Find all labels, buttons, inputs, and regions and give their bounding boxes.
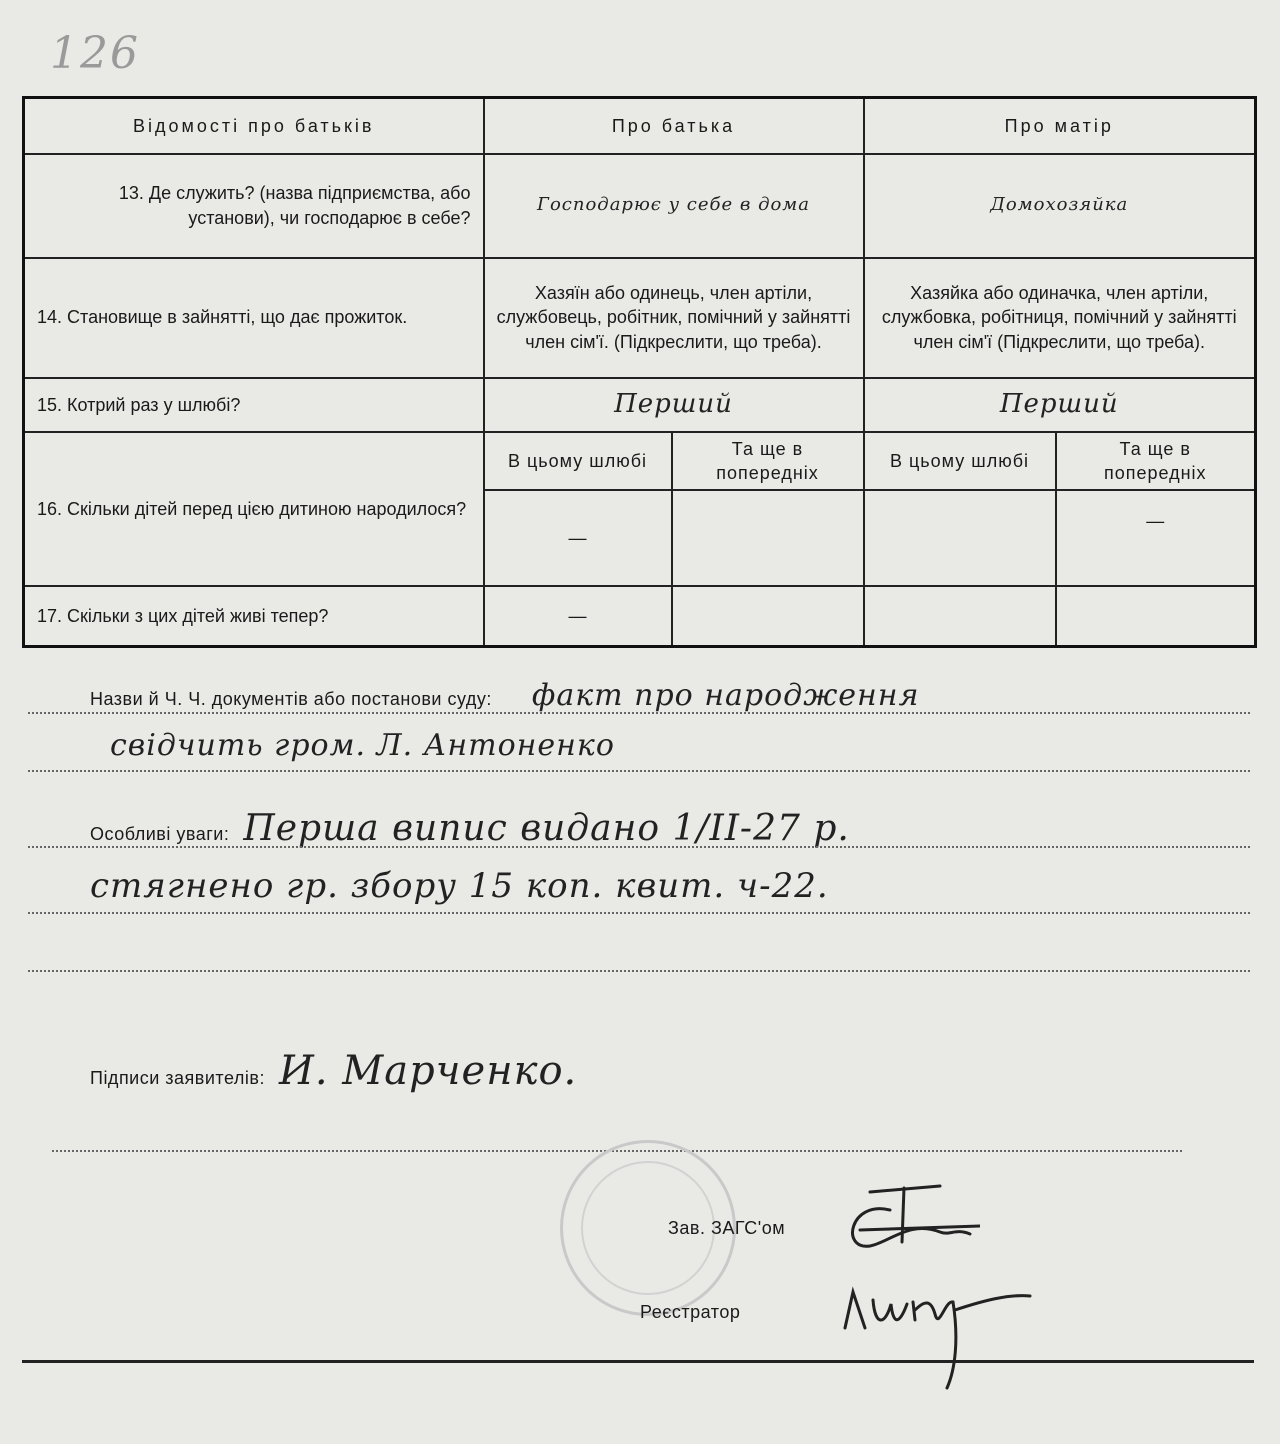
registrar-field <box>640 1302 740 1323</box>
answer-13-father: Господарює у себе в дома <box>484 154 864 258</box>
head-registry-signature <box>830 1180 980 1260</box>
dotted-line <box>28 846 1250 848</box>
registrar-signature <box>835 1280 1035 1400</box>
documents-field-line-2 <box>110 728 615 763</box>
subheader-mother-previous: Та ще в попередніх <box>1056 432 1256 491</box>
dotted-line <box>28 770 1250 772</box>
answer-13-mother: Домохозяйка <box>864 154 1256 258</box>
question-15: 15. Котрий раз у шлюбі? <box>24 378 484 432</box>
subheader-father-this-marriage: В цьому шлюбі <box>484 432 672 491</box>
answer-16-mother-this <box>864 490 1056 586</box>
table-header-row <box>24 98 1256 154</box>
answer-16-father-prev <box>672 490 864 586</box>
answer-14-mother: Хазяйка або одиначка, член артіли, службовка, робітниця, помічний у зайнятті член сім'ї (Підкреслити, що треба). <box>864 258 1256 378</box>
documents-line-1: факт про народження <box>531 678 920 713</box>
question-16: 16. Скільки дітей перед цією дитиною народилося? <box>24 432 484 587</box>
subheader-father-previous: Та ще в попередніх <box>672 432 864 491</box>
answer-16-father-this: — <box>484 490 672 586</box>
subheader-mother-this-marriage: В цьому шлюбі <box>864 432 1056 491</box>
header-about-mother: Про матір <box>864 98 1256 154</box>
dotted-line <box>28 712 1250 714</box>
answer-16-mother-prev: — <box>1056 490 1256 586</box>
header-about-father: Про батька <box>484 98 864 154</box>
header-parents-info: Відомості про батьків <box>24 98 484 154</box>
answer-15-father: Перший <box>484 378 864 432</box>
remarks-field-line-2 <box>90 866 829 906</box>
head-registry-field <box>668 1218 785 1239</box>
row-14 <box>24 258 1256 378</box>
dotted-line <box>28 912 1250 914</box>
row-16-subheader <box>24 432 1256 491</box>
question-17: 17. Скільки з цих дітей живі тепер? <box>24 586 484 646</box>
answer-17-father-prev <box>672 586 864 646</box>
applicants-field <box>90 1048 577 1094</box>
answer-17-mother-this <box>864 586 1056 646</box>
row-17 <box>24 586 1256 646</box>
remarks-line-1: Перша випис видано 1/II-27 р. <box>243 808 850 849</box>
answer-17-mother-prev <box>1056 586 1256 646</box>
remarks-label: Особливі уваги: <box>90 824 230 844</box>
documents-line-2: свідчить гром. Л. Антоненко <box>110 728 615 763</box>
bottom-rule <box>22 1360 1254 1363</box>
question-13: 13. Де служить? (назва підприємства, або установи), чи господарює в себе? <box>24 154 484 258</box>
question-14: 14. Становище в зайнятті, що дає прожиток. <box>24 258 484 378</box>
remarks-field <box>90 808 850 849</box>
page-number: 126 <box>50 28 140 79</box>
answer-15-mother: Перший <box>864 378 1256 432</box>
head-registry-label: Зав. ЗАГС'ом <box>668 1218 786 1238</box>
applicants-label: Підписи заявителів: <box>90 1068 265 1088</box>
row-15 <box>24 378 1256 432</box>
registrar-label: Реєстратор <box>640 1302 741 1322</box>
dotted-line <box>28 970 1250 972</box>
documents-label: Назви й Ч. Ч. документів або постанови суду: <box>90 689 492 709</box>
answer-17-father-this: — <box>484 586 672 646</box>
parents-info-table <box>22 96 1257 648</box>
row-13 <box>24 154 1256 258</box>
applicant-signature: И. Марченко. <box>278 1048 578 1094</box>
answer-14-father: Хазяїн або одинець, член артіли, службовець, робітник, помічний у зайнятті член сім'ї. (Підкреслити, що треба). <box>484 258 864 378</box>
remarks-line-2: стягнено гр. збору 15 коп. квит. ч-22. <box>90 866 829 906</box>
documents-field <box>90 678 919 713</box>
